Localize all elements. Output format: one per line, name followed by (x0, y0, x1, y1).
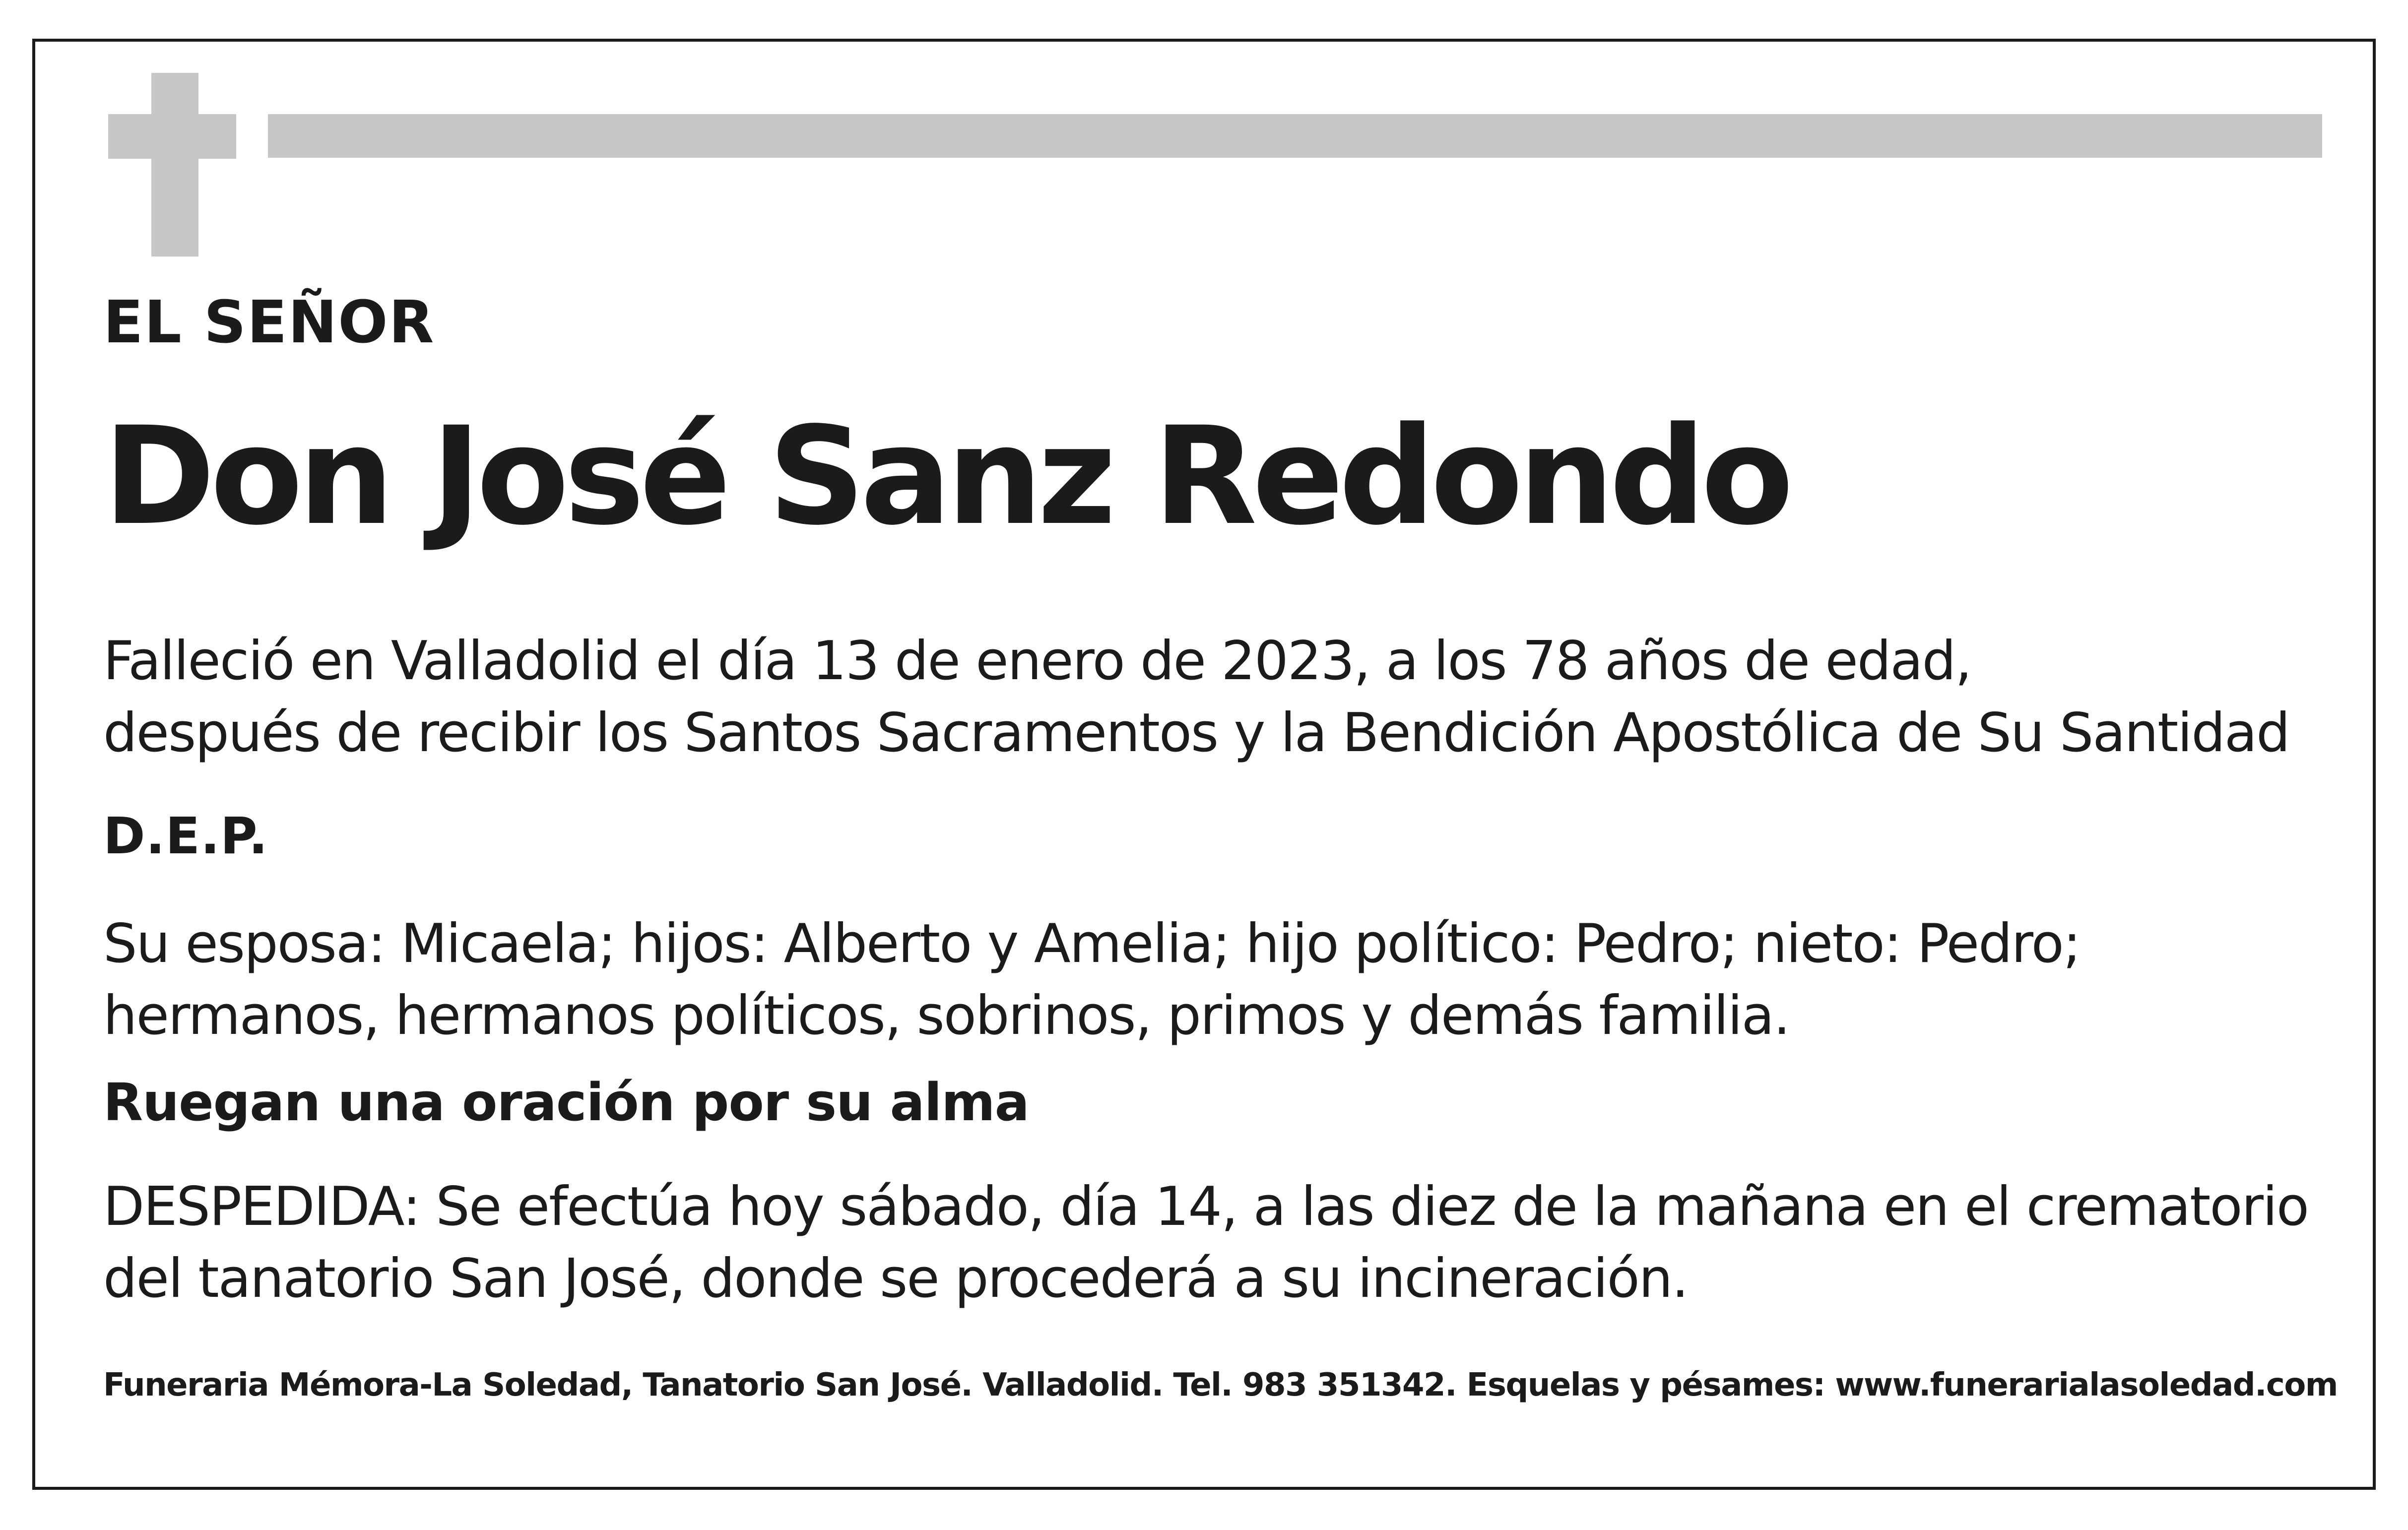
farewell-line: DESPEDIDA: Se efectúa hoy sábado, día 14, a las diez de la mañana en el crematorio (103, 1176, 2308, 1238)
death-info-line: Falleció en Valladolid el día 13 de enero de 2023, a los 78 años de edad, (103, 630, 1971, 692)
cross-icon-arm (108, 114, 236, 159)
deceased-name: Don José Sanz Redondo (103, 398, 1789, 555)
dep-text: D.E.P. (103, 807, 268, 866)
header-divider-bar (268, 114, 2322, 158)
cross-icon (151, 73, 198, 256)
funeral-home-footer: Funeraria Mémora-La Soledad, Tanatorio San José. Valladolid. Tel. 983 351342. Esquelas y pésames: www.funerarialasoledad.com (103, 1367, 2338, 1403)
prayer-request: Ruegan una oración por su alma (103, 1072, 1029, 1133)
family-list (103, 908, 2080, 1052)
honorific-title: EL SEÑOR (103, 288, 435, 356)
family-line: hermanos, hermanos políticos, sobrinos, primos y demás familia. (103, 985, 1790, 1047)
farewell-line: del tanatorio San José, donde se procederá a su incineración. (103, 1248, 1688, 1310)
family-line: Su esposa: Micaela; hijos: Alberto y Amelia; hijo político: Pedro; nieto: Pedro; (103, 913, 2081, 975)
farewell-info (103, 1171, 2308, 1315)
death-info-line: después de recibir los Santos Sacramentos y la Bendición Apostólica de Su Santidad (103, 702, 2289, 764)
death-info (103, 625, 2289, 769)
